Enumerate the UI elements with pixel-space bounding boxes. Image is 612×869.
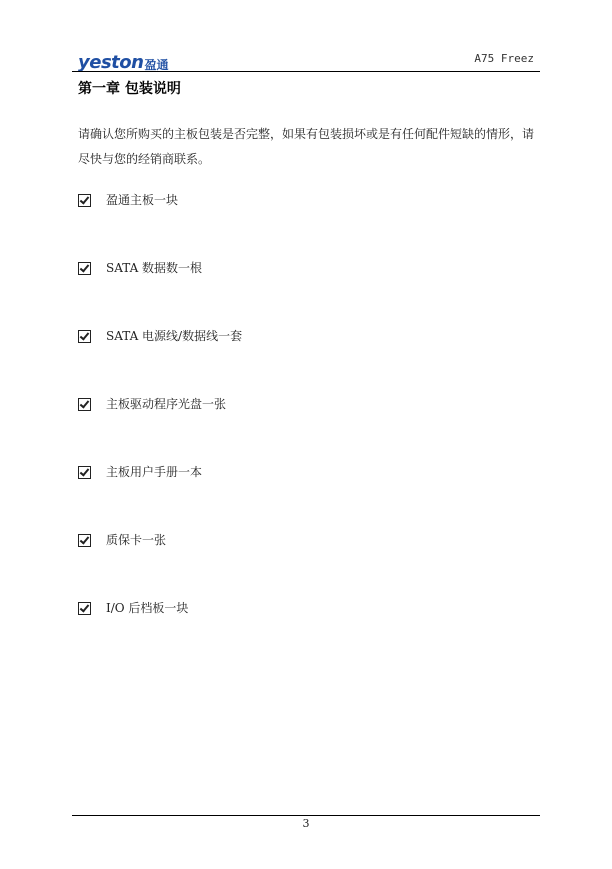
- checked-box-icon: [78, 602, 91, 615]
- chapter-title: 第一章 包装说明: [78, 81, 181, 97]
- page-number: 3: [302, 817, 310, 830]
- checked-box-icon: [78, 330, 91, 343]
- checklist-item: [78, 327, 242, 395]
- checked-box-icon: [78, 466, 91, 479]
- checked-box-icon: [78, 194, 91, 207]
- checklist-item-label: 质保卡一张: [106, 533, 167, 547]
- logo-wordmark: yeston: [78, 52, 144, 73]
- checklist-item-label: I/O 后档板一块: [106, 601, 189, 615]
- checklist-item-label: SATA 数据数一根: [106, 261, 203, 275]
- checklist-item: [78, 259, 242, 327]
- package-checklist: [78, 191, 242, 667]
- model-name: A75 Freez: [474, 52, 534, 65]
- intro-paragraph: 请确认您所购买的主板包装是否完整，如果有包装损坏或是有任何配件短缺的情形，请尽快与您的经销商联系。: [78, 127, 535, 166]
- checklist-item: [78, 463, 242, 531]
- checklist-item-label: 主板驱动程序光盘一张: [106, 397, 227, 411]
- logo-chinese-name: 盈通: [144, 58, 169, 72]
- brand-logo: [78, 50, 168, 72]
- checklist-item-label: 盈通主板一块: [106, 193, 179, 207]
- checklist-item: [78, 599, 242, 667]
- header-divider: [72, 71, 540, 72]
- checklist-item-label: SATA 电源线/数据线一套: [106, 329, 243, 343]
- checklist-item: [78, 395, 242, 463]
- checklist-item: [78, 191, 242, 259]
- checked-box-icon: [78, 262, 91, 275]
- checked-box-icon: [78, 534, 91, 547]
- checklist-item-label: 主板用户手册一本: [106, 465, 203, 479]
- footer-divider: [72, 815, 540, 816]
- checked-box-icon: [78, 398, 91, 411]
- checklist-item: [78, 531, 242, 599]
